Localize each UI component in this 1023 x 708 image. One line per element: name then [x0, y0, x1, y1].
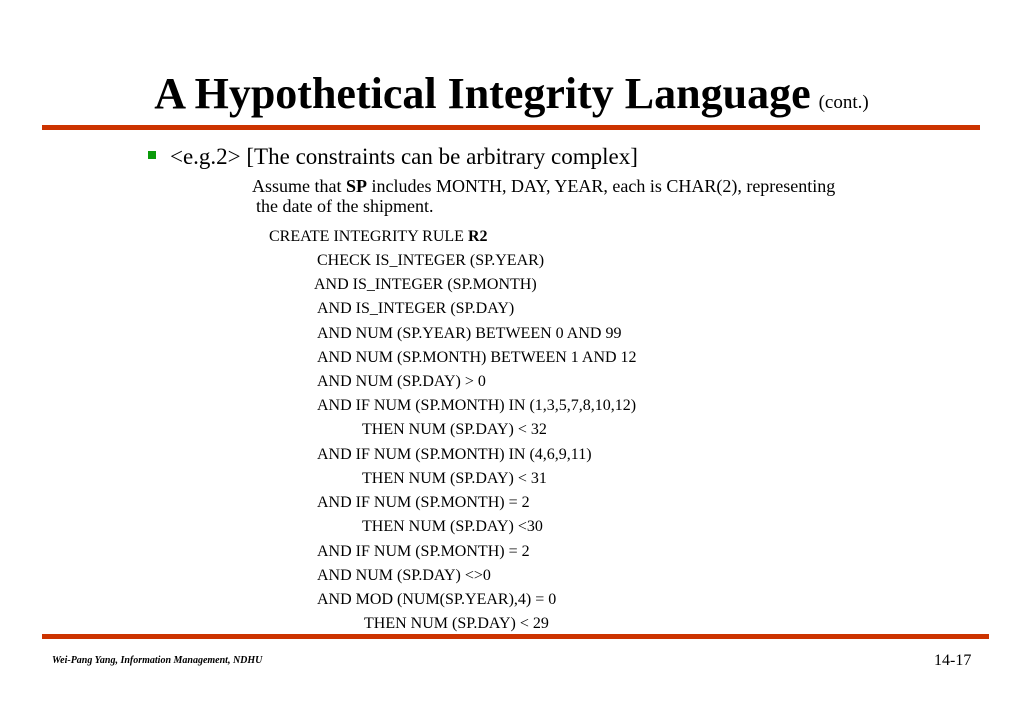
rule-name: R2	[467, 228, 488, 245]
code-line: AND IF NUM (SP.MONTH) IN (1,3,5,7,8,10,12)	[317, 397, 637, 414]
code-line: THEN NUM (SP.DAY) <30	[362, 518, 543, 535]
bullet-text: <e.g.2> [The constraints can be arbitrary complex]	[170, 144, 638, 169]
code-line: THEN NUM (SP.DAY) < 32	[362, 421, 547, 438]
description-line-1	[252, 176, 835, 197]
desc-bold: SP	[346, 176, 368, 196]
code-line: CHECK IS_INTEGER (SP.YEAR)	[317, 252, 545, 269]
code-line: AND NUM (SP.YEAR) BETWEEN 0 AND 99	[317, 325, 622, 342]
code-line: AND IS_INTEGER (SP.DAY)	[317, 300, 515, 317]
code-line: AND NUM (SP.DAY) > 0	[317, 373, 486, 390]
code-line: AND IF NUM (SP.MONTH) = 2	[317, 494, 530, 511]
bullet-square-icon	[148, 151, 156, 159]
code-line: AND IF NUM (SP.MONTH) IN (4,6,9,11)	[317, 446, 592, 463]
desc-rest: includes MONTH, DAY, YEAR, each is CHAR(2), representing	[367, 176, 836, 196]
code-line: AND IS_INTEGER (SP.MONTH)	[314, 276, 537, 293]
title-suffix: (cont.)	[818, 92, 869, 113]
description-line-2: the date of the shipment.	[256, 196, 434, 216]
desc-prefix: Assume that	[252, 176, 346, 196]
bottom-divider	[42, 634, 989, 639]
code-line: AND IF NUM (SP.MONTH) = 2	[317, 543, 530, 560]
page-number: 14-17	[934, 652, 972, 669]
code-line: AND MOD (NUM(SP.YEAR),4) = 0	[317, 591, 557, 608]
code-line: AND NUM (SP.MONTH) BETWEEN 1 AND 12	[317, 349, 637, 366]
code-line: THEN NUM (SP.DAY) < 31	[362, 470, 547, 487]
rule-head-text: CREATE INTEGRITY RULE	[269, 228, 468, 245]
rule-header	[269, 227, 488, 247]
code-line: AND NUM (SP.DAY) <>0	[317, 567, 491, 584]
title-main: A Hypothetical Integrity Language	[154, 69, 811, 118]
page-title	[0, 68, 1023, 119]
footer-author: Wei-Pang Yang, Information Management, NDHU	[52, 655, 263, 666]
top-divider	[42, 125, 980, 130]
code-line: THEN NUM (SP.DAY) < 29	[364, 615, 549, 632]
